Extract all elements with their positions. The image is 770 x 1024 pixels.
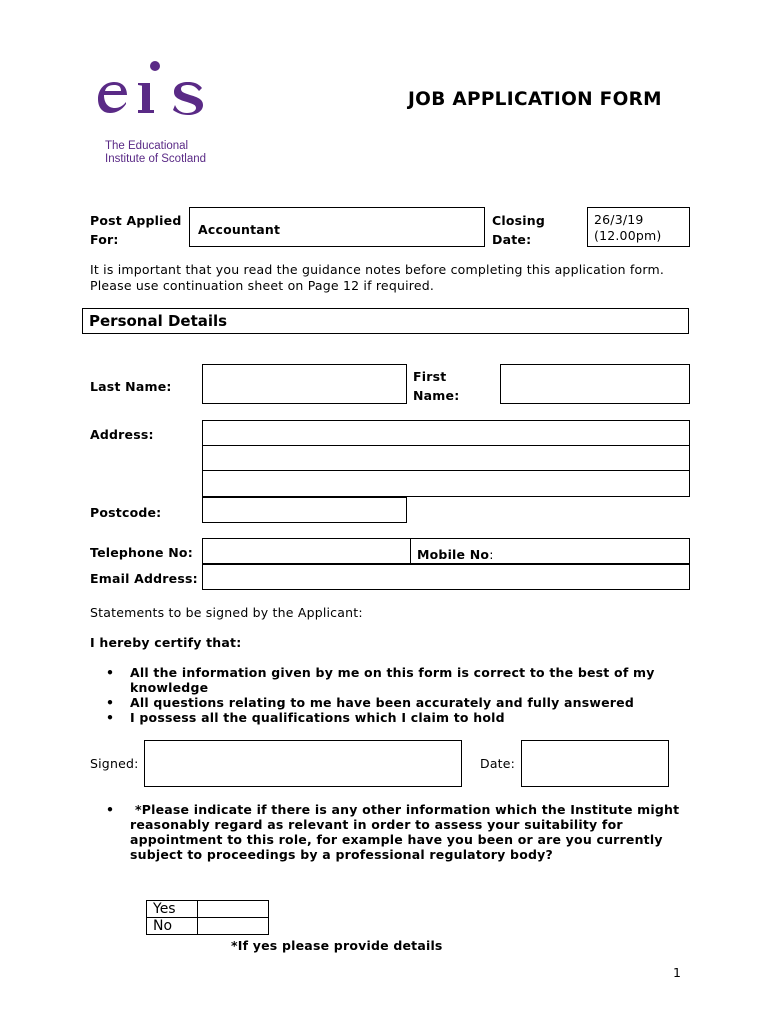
telephone-field[interactable]	[202, 538, 411, 564]
other-info-item	[90, 802, 680, 862]
address-line-1-field[interactable]	[202, 420, 690, 446]
bullet-icon: •	[106, 802, 115, 817]
section-title: Personal Details	[89, 312, 228, 330]
first-name-label-line1: First	[413, 369, 447, 384]
first-name-field[interactable]	[500, 364, 690, 404]
other-info-text: *Please indicate if there is any other information which the Institute might reasonably regard as relevant in order to assess your suitability for appointment to this role, for example have you been or are you currently subject to proceedings by a professional regulatory body?	[130, 802, 680, 862]
guidance-notes-line1: It is important that you read the guidance notes before completing this application form.	[90, 262, 665, 277]
yes-checkbox[interactable]	[198, 901, 269, 918]
other-info-list	[90, 802, 680, 862]
closing-date-label	[492, 211, 545, 249]
email-label: Email Address:	[90, 571, 198, 586]
bullet-icon: •	[106, 710, 115, 725]
email-field[interactable]	[202, 564, 690, 590]
postcode-field[interactable]	[202, 497, 407, 523]
signature-field[interactable]	[144, 740, 462, 787]
certify-heading: I hereby certify that:	[90, 635, 242, 650]
certify-item-text: I possess all the qualifications which I claim to hold	[130, 710, 505, 725]
closing-date-value-line2: (12.00pm)	[594, 228, 662, 243]
closing-date-label-line1: Closing	[492, 213, 546, 228]
page-number: 1	[673, 965, 682, 980]
eis-logo	[96, 58, 226, 168]
yes-no-table	[146, 900, 269, 935]
address-label: Address:	[90, 427, 154, 442]
post-applied-label-line2: For:	[90, 232, 119, 247]
signed-label: Signed:	[90, 756, 139, 771]
logo-subtitle	[105, 140, 206, 166]
signature-date-field[interactable]	[521, 740, 669, 787]
address-line-3-field[interactable]	[202, 470, 690, 497]
logo-subtitle-line1: The Educational	[105, 140, 189, 152]
yes-label: Yes	[147, 901, 198, 918]
post-applied-label-line1: Post Applied	[90, 213, 182, 228]
closing-date-field[interactable]	[587, 207, 690, 247]
last-name-field[interactable]	[202, 364, 407, 404]
first-name-label-line2: Name:	[413, 388, 460, 403]
no-row	[147, 918, 269, 935]
if-yes-note: *If yes please provide details	[231, 938, 443, 953]
guidance-notes-line2: Please use continuation sheet on Page 12 if required.	[90, 278, 435, 293]
closing-date-value	[594, 212, 661, 244]
certify-item-2	[90, 695, 660, 710]
post-applied-value: Accountant	[198, 222, 281, 237]
mobile-label-colon: :	[489, 547, 494, 562]
certify-item-3	[90, 710, 660, 725]
closing-date-value-line1: 26/3/19	[594, 212, 644, 227]
certify-list	[90, 665, 660, 725]
mobile-field[interactable]	[410, 538, 690, 564]
logo-subtitle-line2: Institute of Scotland	[105, 153, 207, 165]
personal-details-header	[82, 308, 689, 334]
closing-date-label-line2: Date:	[492, 232, 532, 247]
yes-row	[147, 901, 269, 918]
bullet-icon: •	[106, 695, 115, 710]
bullet-icon: •	[106, 665, 115, 680]
eis-logo-mark	[96, 58, 208, 130]
first-name-label	[413, 367, 459, 405]
mobile-label	[417, 544, 494, 563]
mobile-label-text: Mobile No	[417, 547, 490, 562]
certify-item-text: All questions relating to me have been accurately and fully answered	[130, 695, 634, 710]
last-name-label: Last Name:	[90, 379, 172, 394]
telephone-label: Telephone No:	[90, 545, 193, 560]
certify-item-text: All the information given by me on this form is correct to the best of my knowledge	[130, 665, 655, 695]
post-applied-field[interactable]	[189, 207, 485, 247]
guidance-notes	[90, 262, 664, 294]
no-checkbox[interactable]	[198, 918, 269, 935]
statements-intro: Statements to be signed by the Applicant:	[90, 605, 363, 620]
certify-item-1	[90, 665, 660, 695]
postcode-label: Postcode:	[90, 505, 162, 520]
date-label: Date:	[480, 756, 516, 771]
page-title: JOB APPLICATION FORM	[408, 89, 662, 110]
no-label: No	[147, 918, 198, 935]
post-applied-label	[90, 211, 181, 249]
address-line-2-field[interactable]	[202, 445, 690, 471]
